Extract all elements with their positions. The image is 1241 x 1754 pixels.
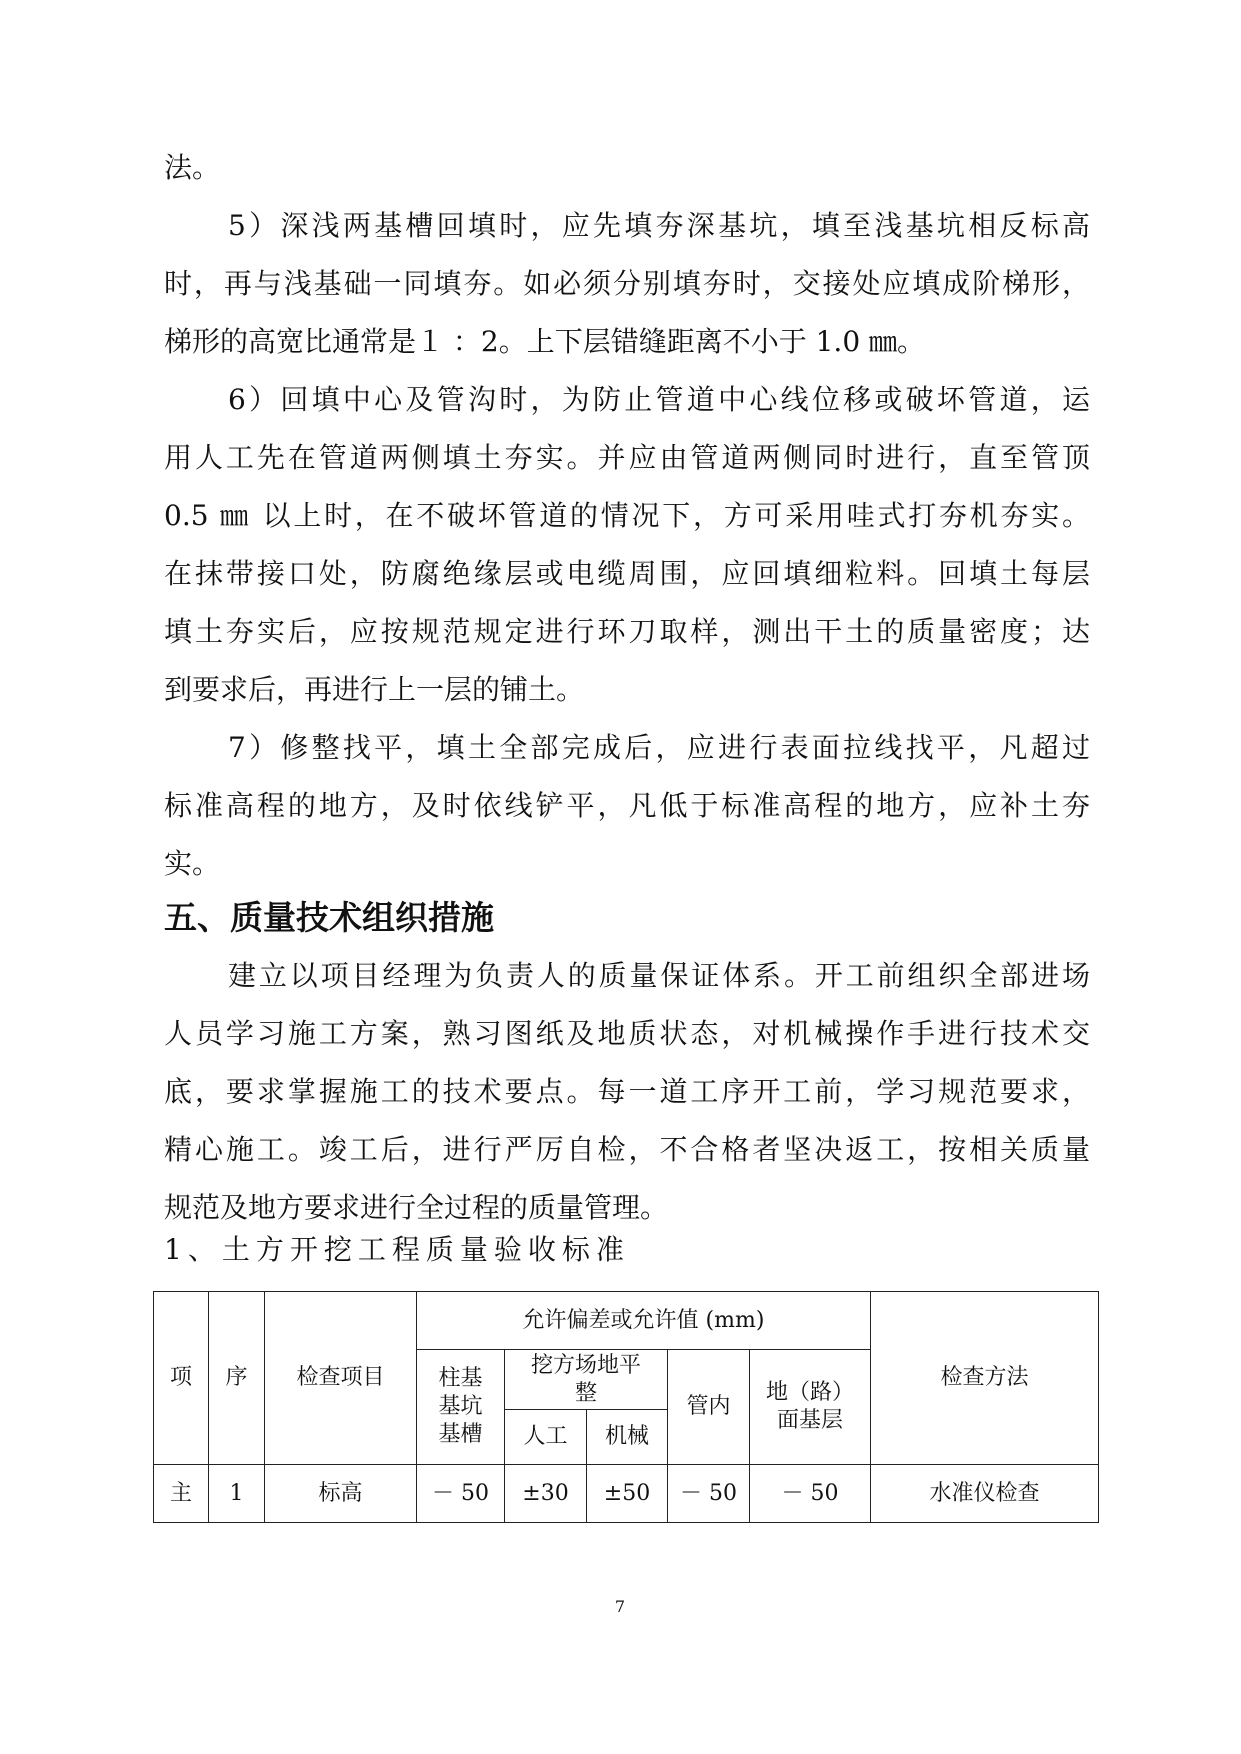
acceptance-standard-table bbox=[153, 1291, 1099, 1523]
header-pipe: 管内 bbox=[668, 1350, 750, 1465]
section-line-1: 建立以项目经理为负责人的质量保证体系。开工前组织全部进场 bbox=[228, 959, 1090, 992]
section-line-5: 规范及地方要求进行全过程的质量管理。 bbox=[164, 1191, 669, 1224]
cell-road-base: － 50 bbox=[750, 1465, 871, 1523]
body-line-7: 0.5 ㎜ 以上时，在不破坏管道的情况下，方可采用哇式打夯机夯实。 bbox=[164, 499, 1090, 532]
header-method: 检查方法 bbox=[871, 1292, 1099, 1465]
body-line-2: 5）深浅两基槽回填时，应先填夯深基坑，填至浅基坑相反标高 bbox=[228, 209, 1090, 242]
header-column-pit: 柱基 基坑 基槽 bbox=[417, 1350, 505, 1465]
section-line-4: 精心施工。竣工后，进行严厉自检，不合格者坚决返工，按相关质量 bbox=[164, 1133, 1090, 1166]
cell-method: 水准仪检查 bbox=[871, 1465, 1099, 1523]
body-line-11: 7）修整找平，填土全部完成后，应进行表面拉线找平，凡超过 bbox=[228, 731, 1090, 764]
body-line-6: 用人工先在管道两侧填土夯实。并应由管道两侧同时进行，直至管顶 bbox=[164, 441, 1090, 474]
page-number: 7 bbox=[614, 1597, 626, 1616]
section-line-3: 底，要求掌握施工的技术要点。每一道工序开工前，学习规范要求， bbox=[164, 1075, 1090, 1108]
cell-pipe: － 50 bbox=[668, 1465, 750, 1523]
cell-item: 主 bbox=[154, 1465, 209, 1523]
body-line-1: 法。 bbox=[164, 151, 221, 184]
header-tolerance-group: 允许偏差或允许值 (mm) bbox=[417, 1292, 871, 1350]
cell-machine: ±50 bbox=[587, 1465, 668, 1523]
header-machine: 机械 bbox=[587, 1410, 668, 1465]
header-site-level: 挖方场地平 整 bbox=[505, 1350, 668, 1410]
body-line-13: 实。 bbox=[164, 847, 221, 880]
body-line-4: 梯形的高宽比通常是１ ：2。上下层错缝距离不小于 1.0 ㎜。 bbox=[164, 325, 926, 358]
body-line-8: 在抹带接口处，防腐绝缘层或电缆周围，应回填细粒料。回填土每层 bbox=[164, 557, 1090, 590]
body-line-3: 时，再与浅基础一同填夯。如必须分别填夯时，交接处应填成阶梯形， bbox=[164, 267, 1090, 300]
section-line-2: 人员学习施工方案，熟习图纸及地质状态，对机械操作手进行技术交 bbox=[164, 1017, 1090, 1050]
table-caption: 1、土方开挖工程质量验收标准 bbox=[164, 1233, 630, 1266]
section-heading: 五、质量技术组织措施 bbox=[164, 898, 494, 937]
body-line-10: 到要求后，再进行上一层的铺土。 bbox=[164, 673, 585, 706]
cell-manual: ±30 bbox=[505, 1465, 587, 1523]
header-item: 项 bbox=[154, 1292, 209, 1465]
cell-column-pit: － 50 bbox=[417, 1465, 505, 1523]
header-check-item: 检查项目 bbox=[265, 1292, 417, 1465]
body-line-12: 标准高程的地方，及时依线铲平，凡低于标准高程的地方，应补土夯 bbox=[164, 789, 1090, 822]
table-header-row-1 bbox=[154, 1292, 1099, 1350]
cell-check-item: 标高 bbox=[265, 1465, 417, 1523]
cell-seq: 1 bbox=[209, 1465, 265, 1523]
table-row bbox=[154, 1465, 1099, 1523]
header-manual: 人工 bbox=[505, 1410, 587, 1465]
body-line-9: 填土夯实后，应按规范规定进行环刀取样，测出干土的质量密度；达 bbox=[164, 615, 1090, 648]
header-seq: 序 bbox=[209, 1292, 265, 1465]
body-line-5: 6）回填中心及管沟时，为防止管道中心线位移或破坏管道，运 bbox=[228, 383, 1090, 416]
header-road-base: 地（路） 面基层 bbox=[750, 1350, 871, 1465]
